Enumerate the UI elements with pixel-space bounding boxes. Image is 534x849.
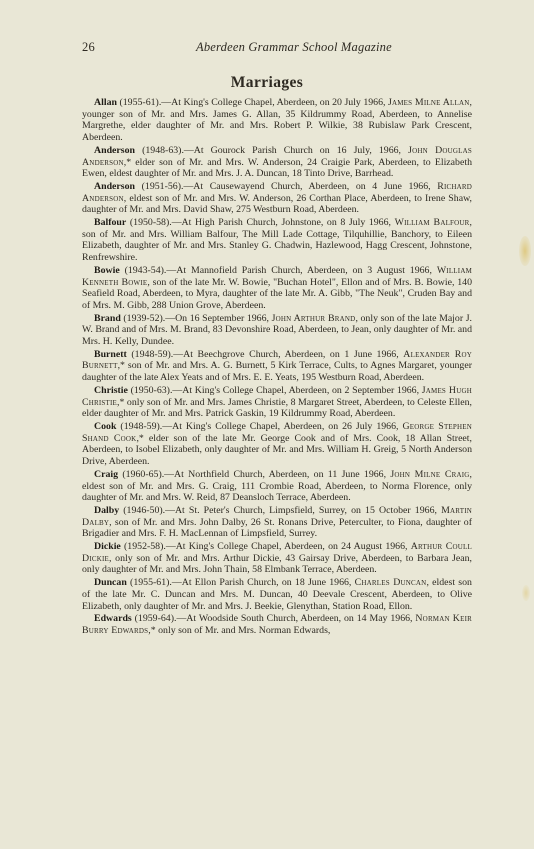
entry-surname: Brand xyxy=(94,312,121,324)
paper-stain-upper xyxy=(519,236,531,266)
entry-details: (1948-59).—At Beechgrove Church, Aberdeen, on 1 June 1966, xyxy=(126,348,404,360)
entry-details: ,* son of Mr. and Mrs. A. G. Burnett, 5 Kirk Terrace, Cults, to Agnes Margaret, younger daughter of the late Alex Yeats and of Mrs. E. E. Yeats, 195 Westburn Road, Aberdeen. xyxy=(82,360,472,384)
entry-details: ,* only son of Mr. and Mrs. James Christie, 8 Margaret Street, Aberdeen, to Celeste Ellen, elder daughter of Mr. and Mrs. Patrick Gaskin, 19 Kildrummy Road, Aberdeen. xyxy=(82,396,472,420)
marriage-entry-craig xyxy=(82,469,472,504)
entry-surname: Christie xyxy=(94,384,128,396)
marriage-entry-christie xyxy=(82,385,472,420)
entry-full-name: George Stephen Shand Cook xyxy=(82,420,472,444)
entry-surname: Dickie xyxy=(94,541,121,553)
entry-full-name: Martin Dalby xyxy=(82,504,472,528)
entry-details: (1955-61).—At Ellon Parish Church, on 18 June 1966, xyxy=(126,577,355,589)
entry-details: ,* only son of Mr. and Mrs. Norman Edwards, xyxy=(148,624,331,636)
entry-details: (1948-63).—At Gourock Parish Church on 16 July, 1966, xyxy=(135,144,409,156)
entry-details: (1960-65).—At Northfield Church, Aberdeen, on 11 June 1966, xyxy=(118,468,391,480)
entry-surname: Dalby xyxy=(94,504,120,516)
section-title: Marriages xyxy=(230,74,304,91)
entry-details: (1950-58).—At High Parish Church, Johnstone, on 8 July 1966, xyxy=(126,217,395,229)
entry-full-name: Richard Anderson xyxy=(82,180,472,204)
entry-full-name: William Balfour xyxy=(394,217,470,229)
entry-surname: Anderson xyxy=(94,144,136,156)
entry-details: (1951-56).—At Causewayend Church, Aberdeen, on 4 June 1966, xyxy=(135,180,438,192)
entry-surname: Duncan xyxy=(94,577,127,589)
entry-details: , son of Mr. and Mrs. John Dalby, 26 St. Ronans Drive, Peterculter, to Fiona, daughter of Brigadier and Mrs. F. H. MacLennan of Limpsfield, Surrey. xyxy=(82,516,472,540)
entry-full-name: James Hugh Christie xyxy=(82,384,472,408)
entry-surname: Edwards xyxy=(94,613,132,625)
entry-details: (1952-58).—At King's College Chapel, Aberdeen, on 24 August 1966, xyxy=(120,541,411,553)
marriage-entry-cook xyxy=(82,421,472,468)
entry-surname: Burnett xyxy=(94,348,127,360)
entry-full-name: William Kenneth Bowie xyxy=(82,264,472,288)
entry-surname: Craig xyxy=(94,468,119,480)
entry-details: (1948-59).—At King's College Chapel, Aberdeen, on 26 July 1966, xyxy=(116,420,403,432)
entry-surname: Anderson xyxy=(94,180,136,192)
marriage-entry-allan xyxy=(82,97,472,144)
entry-surname: Cook xyxy=(94,420,117,432)
entry-details: , eldest son of Mr. and Mrs. G. Craig, 111 Crombie Road, Aberdeen, to Norma Florence, only daughter of Mr. and Mrs. W. Reid, 87 Deansloch Terrace, Aberdeen. xyxy=(82,468,472,504)
entry-full-name: Norman Keir Burry Edwards xyxy=(82,613,472,636)
entry-details: (1959-64).—At Woodside South Church, Aberdeen, on 14 May 1966, xyxy=(131,613,416,625)
marriage-entry-dalby xyxy=(82,505,472,540)
entry-full-name: John Douglas Anderson xyxy=(82,144,473,168)
marriage-entry-anderson-richard xyxy=(82,181,472,216)
entry-details: , only son of the late Major J. W. Brand and of Mrs. M. Brand, 83 Devonshire Road, Aberdeen, to Jean, only daughter of Mr. and Mrs. H. Kelly, Dundee. xyxy=(82,312,473,348)
running-head xyxy=(82,40,472,56)
paper-stain-lower xyxy=(522,585,530,601)
journal-title: Aberdeen Grammar School Magazine xyxy=(196,40,392,54)
entry-details: (1946-50).—At St. Peter's Church, Limpsfield, Surrey, on 15 October 1966, xyxy=(119,504,442,516)
entry-full-name: James Milne Allan xyxy=(387,97,470,108)
marriage-entry-brand xyxy=(82,313,472,348)
entry-surname: Balfour xyxy=(94,217,127,229)
marriage-list xyxy=(82,97,472,638)
entry-details: (1939-52).—On 16 September 1966, xyxy=(120,312,272,324)
entry-details: , only son of Mr. and Mrs. Arthur Dickie, 43 Gairsay Drive, Aberdeen, to Barbara Jean, only daughter of Mr. and Mrs. John Thain, 58 Elmbank Terrace, Aberdeen. xyxy=(82,552,472,576)
entry-details: , son of the late Mr. W. Bowie, "Buchan Hotel", Ellon and of Mrs. B. Bowie, 140 Seafield Road, Aberdeen, to Myra, daughter of the late Mr. A. Gibb, "The Neuk", Cruden Bay and of Mrs. M. Gibb, 288 Union Grove, Aberdeen. xyxy=(82,276,472,311)
entry-full-name: Arthur Coull Dickie xyxy=(82,541,472,564)
marriage-entry-bowie xyxy=(82,265,472,312)
entry-full-name: Alexander Roy Burnett xyxy=(82,348,472,372)
marriage-entry-duncan xyxy=(82,577,472,612)
marriage-entry-edwards xyxy=(82,613,472,636)
marriage-entry-anderson-john xyxy=(82,145,472,180)
entry-full-name: John Arthur Brand xyxy=(271,312,356,324)
marriage-entry-burnett xyxy=(82,349,472,384)
marriage-entry-balfour xyxy=(82,217,472,264)
entry-full-name: Charles Duncan xyxy=(354,577,427,589)
page-number: 26 xyxy=(82,40,96,54)
entry-details: ,* elder son of the late Mr. George Cook and of Mrs. Cook, 18 Allan Street, Aberdeen, to Isobel Elizabeth, only daughter of Mr. and Mrs. William H. Greig, 5 North Anderson Drive, Aberdeen. xyxy=(82,432,472,468)
marriage-entry-dickie xyxy=(82,541,472,576)
entry-details: ,* elder son of Mr. and Mrs. W. Anderson, 24 Craigie Park, Aberdeen, to Elizabeth Ewen, eldest daughter of Mr. and Mrs. J. A. Duncan, 18 Tinto Drive, Barrhead. xyxy=(82,156,472,180)
entry-surname: Allan xyxy=(94,97,117,108)
entry-details: (1943-54).—At Mannofield Parish Church, Aberdeen, on 3 August 1966, xyxy=(119,264,437,276)
entry-details: , younger son of Mr. and Mrs. James G. Allan, 35 Kildrummy Road, Aberdeen, to Annelise Margrethe, elder daughter of Mr. and Mrs. Robert P. Wilkie, 38 Rubislaw Park Crescent, Aberdeen. xyxy=(82,97,472,144)
entry-surname: Bowie xyxy=(94,264,120,276)
entry-details: , eldest son of the late Mr. C. Duncan and Mrs. M. Duncan, 40 Deevale Crescent, Aberdeen, to Olive Elizabeth, only daughter of Mr. and Mrs. J. Beekie, Glenythan, Station Road, Ellon. xyxy=(82,577,472,612)
entry-details: (1955-61).—At King's College Chapel, Aberdeen, on 20 July 1966, xyxy=(116,97,388,108)
entry-details: , eldest son of Mr. and Mrs. W. Anderson, 26 Corthan Place, Aberdeen, to Irene Shaw, daughter of Mr. and Mrs. David Shaw, 275 Westburn Road, Aberdeen. xyxy=(82,192,472,216)
entry-details: , son of Mr. and Mrs. William Balfour, The Mill Lade Cottage, Tilquhillie, Banchory, to Eileen Elizabeth, daughter of Mr. and Mrs. Stanley G. Chadwin, Hazlewood, Hagg Crescent, Johnstone, Renfrewshire. xyxy=(82,217,472,264)
entry-full-name: John Milne Craig xyxy=(390,468,470,480)
entry-details: (1950-63).—At King's College Chapel, Aberdeen, on 2 September 1966, xyxy=(127,384,422,396)
